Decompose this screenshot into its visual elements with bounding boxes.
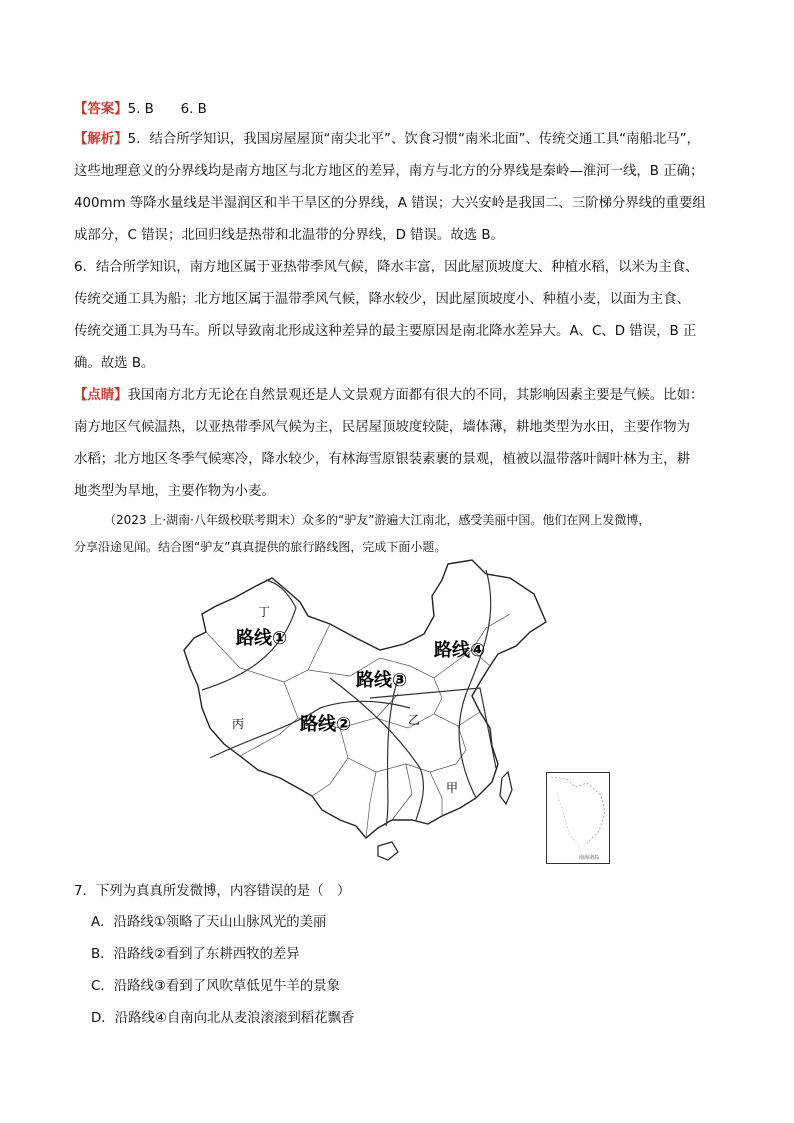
analysis-text: 5．结合所学知识，我国房屋屋顶“南尖北平”、饮食习惯“南米北面”、传统交通工具“南船北马”， (127, 132, 700, 147)
south-china-sea-inset (546, 772, 610, 864)
answer-line (74, 100, 207, 120)
question7-option-d: D．沿路线④自南向北从麦浪滚滚到稻花飘香 (91, 1011, 355, 1026)
comment-text: 我国南方北方无论在自然景观还是人文景观方面都有很大的不同，其影响因素主要是气候。比如： (127, 388, 704, 403)
analysis-line-0 (74, 130, 700, 150)
hainan-island (378, 842, 398, 860)
question7-option-a: A．沿路线①领略了天山山脉风光的美丽 (91, 915, 327, 930)
answer-text: 5. B 6. B (127, 102, 207, 117)
region-jia-label: 甲 (446, 781, 459, 795)
comment-line-0 (74, 386, 703, 406)
analysis-line-6: 传统交通工具为马车。所以导致南北形成这种差异的最主要原因是南北降水差异大。A、C、D 错误，B 正 (74, 324, 697, 339)
analysis-tag: 【解析】 (74, 132, 128, 147)
answer-tag: 【答案】 (74, 102, 128, 117)
region-ding-label: 丁 (258, 605, 271, 619)
route4-label: 路线④ (434, 640, 486, 661)
route2-label: 路线② (300, 714, 352, 735)
inset-map (547, 773, 609, 863)
comment-tag: 【点睛】 (74, 388, 128, 403)
region-bing-label: 丙 (232, 717, 245, 731)
route3-label: 路线③ (356, 670, 408, 691)
region-yi-label: 乙 (408, 713, 421, 727)
question7-stem: 7．下列为真真所发微博，内容错误的是（ ） (74, 884, 351, 899)
route1-label: 路线① (236, 628, 288, 649)
china-route-map (180, 558, 550, 870)
question7-option-c: C．沿路线③看到了风吹草低见牛羊的景象 (91, 979, 340, 994)
comment-line-1: 南方地区气候温热，以亚热带季风气候为主，民居屋顶坡度较陡，墙体薄，耕地类型为水田，主要作物为 (74, 420, 690, 435)
analysis-line-4: 6．结合所学知识，南方地区属于亚热带季风气候，降水丰富，因此屋顶坡度大、种植水稻，以米为主食、 (74, 260, 699, 275)
analysis-line-3: 成部分，C 错误；北回归线是热带和北温带的分界线，D 错误。故选 B。 (74, 228, 504, 243)
intro-line-0: （2023 上·湖南·八年级校联考期末）众多的“驴友”游遍大江南北，感受美丽中国。他们在网上发微博， (104, 513, 651, 527)
analysis-line-7: 确。故选 B。 (74, 356, 155, 371)
inset-caption: 南海诸岛 (579, 855, 600, 861)
route4-line (459, 570, 491, 798)
route3-line (330, 678, 423, 820)
taiwan-island (500, 772, 512, 804)
analysis-line-1: 这些地理意义的分界线均是南方地区与北方地区的差异，南方与北方的分界线是秦岭—淮河一线，B 正确； (74, 164, 704, 179)
analysis-line-5: 传统交通工具为船；北方地区属于温带季风气候，降水较少，因此屋顶坡度小、种植小麦，以面为主食、 (74, 292, 690, 307)
comment-line-2: 水稻；北方地区冬季气候寒冷，降水较少，有林海雪原银装素裹的景观，植被以温带落叶阔叶林为主，耕 (74, 452, 690, 467)
china-outline (184, 560, 546, 838)
comment-line-3: 地类型为旱地，主要作物为小麦。 (74, 484, 275, 499)
question7-option-b: B．沿路线②看到了东耕西牧的差异 (91, 947, 300, 962)
analysis-line-2: 400mm 等降水量线是半湿润区和半干旱区的分界线，A 错误；大兴安岭是我国二、三阶梯分界线的重要组 (74, 196, 706, 211)
intro-line-1: 分享沿途见闻。结合图“驴友”真真提供的旅行路线图，完成下面小题。 (74, 540, 447, 554)
